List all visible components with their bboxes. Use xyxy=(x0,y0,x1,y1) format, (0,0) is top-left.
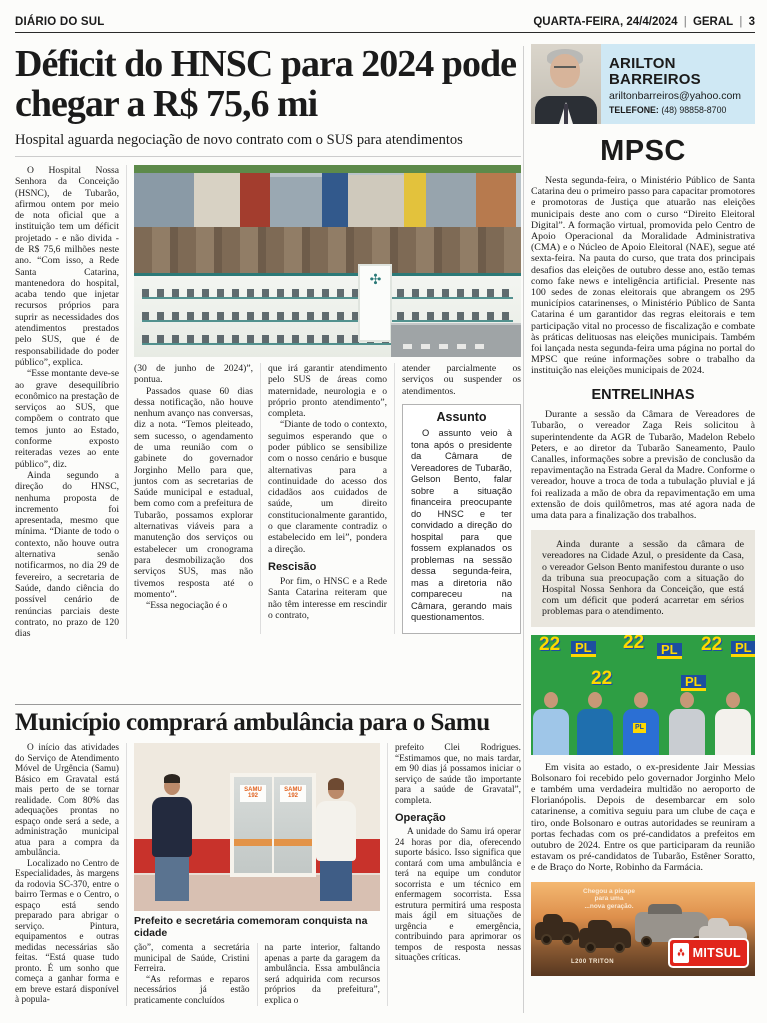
header-separator: | xyxy=(683,16,687,28)
pl-logo-badge: PL xyxy=(571,641,596,657)
phone-number: (48) 98858-8700 xyxy=(661,104,727,115)
orange-stripe xyxy=(234,839,272,846)
main-subhead: Hospital aguarda negociação de novo contrato com o SUS para atendimentos xyxy=(15,132,521,157)
person-head xyxy=(588,692,602,708)
pl-logo-badge: PL xyxy=(681,675,706,691)
page-header xyxy=(15,16,755,33)
samu-headline: Município comprará ambulância para o Samu xyxy=(15,709,490,736)
paragraph: A unidade do Samu irá operar 24 horas por dia, oferecendo suporte básico. Isso significa que contará com uma ambulância e terá na equipe um condutor socorrista e um técnico em enfermagem socorrista. Essa estrutura permitirá uma resposta mais ágil em situações de urgência e emergência, contribuindo para aprimorar os tempos de resposta nessas situações críticas. xyxy=(395,827,521,964)
paragraph: “As reformas e reparos necessários já estão praticamente concluídos xyxy=(134,974,250,1006)
pl-shirt-logo: PL xyxy=(635,723,644,731)
main-column-4 xyxy=(402,363,521,634)
white-blouse xyxy=(715,709,751,755)
ad-tagline xyxy=(583,888,635,911)
blue-polo xyxy=(577,709,613,755)
gray-shirt xyxy=(669,709,705,755)
truck-silhouette xyxy=(535,922,579,940)
face xyxy=(550,54,580,88)
operacao-subheading: Operação xyxy=(395,812,446,825)
samu-decal: SAMU 192 xyxy=(280,785,306,802)
entrelinhas-title: ENTRELINHAS xyxy=(591,386,695,403)
truck-cab xyxy=(588,920,611,930)
ad-model-name: L200 TRITON xyxy=(571,958,615,965)
paragraph: atender parcialmente os serviços ou suspender os atendimentos. xyxy=(402,362,521,397)
paragraph: Passados quase 60 dias dessa notificação, não houve nenhum avanço nas conversas, diz a nota. “Temos pleiteado, sem sucesso, o agendamento de uma reunião com o gabinete do governador Jorginho Mello para que, juntos com as secretarias de Saúde municipal e estadual, bem como com a prefeitura de Tubarão, possamos explorar alternativas viáveis para a manutenção dos serviços ou estabelecer um cronograma para desmobilização dos serviços SUS, mas não tivemos resposta até o momento”. xyxy=(134,385,253,600)
header-right xyxy=(533,16,755,28)
hair xyxy=(328,778,344,790)
navy-shirt xyxy=(152,797,192,857)
edition-date: QUARTA-FEIRA, 24/4/2024 xyxy=(533,16,678,28)
columnist-name: ARILTON BARREIROS xyxy=(609,55,701,88)
city-building-icon xyxy=(270,177,322,227)
truck-wheel xyxy=(562,934,573,945)
pl-logo-badge: PL xyxy=(731,641,755,657)
highlight-box xyxy=(531,530,755,626)
window-row xyxy=(142,312,513,322)
sidebar-divider xyxy=(523,46,524,1013)
ad-tagline-line: ...nova geração. xyxy=(584,902,634,910)
truck-cab xyxy=(648,904,681,914)
cross-emblem-icon: ✣ xyxy=(369,272,382,288)
person-head xyxy=(328,781,344,799)
main-headline: Déficit do HNSC para 2024 pode chegar a R$ 75,6 mi xyxy=(15,44,516,126)
paragraph: ção”, comenta a secretária municipal de Saúde, Cristini Ferreira. xyxy=(134,943,250,975)
paragraph: na parte interior, faltando apenas a parte da garagem da ambulância. Essa ambulância será adquirida com recursos próprios da prefeitura”, explica o xyxy=(264,943,380,1006)
white-blouse xyxy=(316,801,356,861)
paragraph: “Esse montante deve-se ao grave desequilíbrio econômico na prestação de serviços ao SUS, que compõem o contrato que temos junto ao Estado, conforme exposto reiteradas vezes ao ente público”, diz. xyxy=(15,368,119,470)
glasses-icon xyxy=(554,66,576,70)
entrelinhas-body: Durante a sessão da Câmara de Vereadores de Tubarão, o vereador Zaga Reis solicitou à superintendente da AGR de Tubarão, Madelon Rebelo Peters, e ao diretor da Tubarão Saneamento, Paulo Canalles, informações sobre a previsão de conclusão da repavimentação na Estrada Geral da Madre. Conforme o vereador, houve a troca de toda a tubulação pluvial e já foi realizada a mão de obra da repavimentação em uma extensão de dois quilômetros, mas até agora nada de uma data para a finalização dos trabalhos. xyxy=(531,409,755,521)
paragraph: Localizado no Centro de Especialidades, às margens da rodovia SC-370, entre o bairro Termas e o Centro, o espaço está sendo preparado para abrigar o serviço. Pintura, equipamentos e outras medidas necessárias são feitas. “Está quase tudo pronto. É um sonho que começa a ganhar forma e em breve estará disponível à popula- xyxy=(15,858,119,1006)
columnist-phone xyxy=(609,105,751,116)
highlight-text: Ainda durante a sessão da câmara de vereadores na Cidade Azul, o presidente da Casa, o vereador Gelson Bento manifestou durante o uso da tribuna sua preocupação com a situação do Hospital Nossa Senhora da Conceição, que está com um déficit que poderá acarretar em sérios problemas para o atendimento. xyxy=(542,539,744,618)
mitsul-ad xyxy=(531,882,755,976)
columnist-email: ariltonbarreiros@yahoo.com xyxy=(609,89,742,102)
hospital-building xyxy=(134,273,521,357)
main-column-3 xyxy=(268,363,395,634)
mitsul-logo xyxy=(668,938,749,968)
samu-column-1 xyxy=(15,743,127,1006)
pl-shirt-figure xyxy=(623,692,659,755)
mpsc-title: MPSC xyxy=(600,135,686,167)
ad-tagline-line: para uma xyxy=(594,895,624,903)
window-row xyxy=(142,289,513,299)
city-building-icon xyxy=(240,165,270,227)
pl-tshirt xyxy=(623,709,659,755)
samu-building-photo xyxy=(134,743,380,911)
page-number: 3 xyxy=(748,16,755,28)
mitsul-brand-text: MITSUL xyxy=(692,945,741,960)
truck-silhouette xyxy=(579,928,631,948)
truck-wheel xyxy=(541,934,552,945)
samu-photo-caption: Prefeito e secretária comemoram conquista na cidade xyxy=(134,915,368,940)
crosswalk-icon xyxy=(403,344,493,349)
bolsonaro-pl-photo xyxy=(531,635,755,755)
paragraph: Por fim, o HNSC e a Rede Santa Catarina reiteram que não têm interesse em rescindir o contrato, xyxy=(268,575,387,621)
orange-stripe xyxy=(274,839,312,846)
columnist-sidebar xyxy=(531,44,755,1023)
mitsubishi-diamonds-icon xyxy=(673,943,689,963)
columnist-header xyxy=(531,44,755,124)
person-head xyxy=(680,692,694,708)
main-column-2 xyxy=(134,363,261,634)
columnist-portrait xyxy=(531,44,601,124)
woman-figure xyxy=(715,692,751,755)
header-separator2: | xyxy=(739,16,743,28)
hospital-aerial-photo xyxy=(134,165,521,357)
phone-label: TELEFONE: xyxy=(609,104,659,115)
assunto-heading: Assunto xyxy=(436,409,487,424)
trees-icon xyxy=(134,165,521,173)
assunto-box xyxy=(402,404,521,634)
truck-wheel xyxy=(585,942,596,953)
bolsonaro-figure xyxy=(577,692,613,755)
truck-wheel xyxy=(614,942,625,953)
city-building-icon xyxy=(134,165,194,227)
bolsonaro-visit-body: Em visita ao estado, o ex-presidente Jair Messias Bolsonaro foi recebido pelo governador Jorginho Melo e também uma verdadeira multidão no aeroporto de Florianópolis. Depois de desembarcar em solo catarinense, a comitiva seguiu para um clube de caça e tiro, onde Bolsonaro e outras autoridades se reuniram a portas fechadas com os pré-candidatos a prefeitos em outubro de 2024. Entre os que participaram da reunião estavam os pré-candidatos de Tubarão, Estêner Soratto, e de Braço do Norte, Robinho da Farmácia. xyxy=(531,761,755,874)
door-pane xyxy=(234,777,274,873)
samu-column-4 xyxy=(387,743,521,1006)
light-blue-shirt xyxy=(533,709,569,755)
ad-tagline-line: Chegou a picape xyxy=(583,887,636,895)
city-building-icon xyxy=(476,167,516,227)
paragraph: Ainda segundo a direção do HNSC, nenhuma proposta de incremento foi apresentada, mesmo que mínima. “Diante de todo o contexto, não houve outra alternativa senão notificarmos, no dia 29 de fevereiro, a secretaria de Saúde, dando ciência do possível cenário de renúncias parciais deste contrato, no prazo de 120 dias xyxy=(15,469,119,640)
rooftops xyxy=(134,227,521,279)
person-head xyxy=(544,692,558,708)
main-column-1 xyxy=(15,165,127,639)
truck-cab xyxy=(543,914,563,924)
paragraph: “Diante de todo o contexto, seguimos esperando que o poder público se sensibilize com o nosso cenário e busque alternativas para a continuidade do acesso dos cidadãos aos cuidados de saúde, um direito constitucionalmente garantido, o que claramente contradiz o estabelecido em lei”, pondera a direção. xyxy=(268,419,387,555)
publication-name: DIÁRIO DO SUL xyxy=(15,16,105,28)
supporter-figure xyxy=(533,692,569,755)
paragraph: que irá garantir atendimento pelo SUS de áreas como maternidade, neurologia e o próprio pronto atendimento”, completa. xyxy=(268,362,387,420)
rescisao-subheading: Rescisão xyxy=(268,560,317,573)
jorginho-figure xyxy=(669,692,705,755)
pl-22-badge: 22 xyxy=(539,634,561,655)
pl-22-badge: 22 xyxy=(623,634,645,653)
truck-wheel xyxy=(641,936,652,947)
city-building-icon xyxy=(426,173,476,227)
mpsc-body: Nesta segunda-feira, o Ministério Público de Santa Catarina deu o primeiro passo para capacitar promotores e promotoras de Justiça que atuarão nas eleições municipais deste ano com o curso “Direito Eleitoral Digital”. A formação virtual, promovida pelo Centro de Apoio Operacional da Moralidade Administrativa (CMA) e o Núcleo de Apoio Eleitoral (NAE), segue até sexta-feira. Na pauta do curso, que trata dos principais desafios das eleições de outubro desse ano, estão temas como fake news e inteligência artificial. Presente nas 100 sedes de zonas eleitorais que abrangem os 295 municípios catarinenses, o Ministério Público de Santa Catarina é um garantidor das regras eleitorais e tem participação vital no processo de fiscalização e combate às práticas delituosas nas eleições municipais. Também foi lançada nesta segunda-feira uma página no portal do MPSC que reúne informações sobre o trabalho da instituição nas eleições municipais de 2024. xyxy=(531,175,755,377)
paragraph: O início das atividades do Serviço de Atendimento Móvel de Urgência (Samu) Básico em Gravatal está mais perto de se tornar realidade. Com 80% das adequações prontas no espaço onde será a sede, a administração municipal atua para a compra da ambulância. xyxy=(15,743,119,859)
paragraph: “Essa negociação é o xyxy=(146,600,228,612)
person-head xyxy=(634,692,648,708)
samu-article xyxy=(15,704,521,1023)
main-article xyxy=(15,44,521,706)
mayor-figure xyxy=(152,777,192,901)
paragraph: prefeito Clei Rodrigues. “Estimamos que, no mais tardar, em 90 dias já possamos iniciar o serviço de saúde tão importante para a saúde de Gravatal”, completa. xyxy=(395,743,521,806)
pl-22-badge: 22 xyxy=(591,667,613,689)
city-building-icon xyxy=(404,165,426,227)
jeans xyxy=(155,857,189,901)
section-name: GERAL xyxy=(692,16,734,28)
secretary-figure xyxy=(316,781,356,901)
hair xyxy=(164,774,180,783)
tie xyxy=(564,104,568,124)
hospital-tower xyxy=(358,264,392,342)
jeans xyxy=(320,861,352,901)
samu-column-2 xyxy=(134,943,258,1006)
door-pane xyxy=(274,777,312,873)
pl-logo-badge: PL xyxy=(657,643,682,659)
city-building-icon xyxy=(322,169,348,227)
samu-column-3 xyxy=(265,943,381,1006)
city-building-icon xyxy=(348,175,404,227)
person-head xyxy=(164,777,180,795)
paragraph: (30 de junho de 2024)”, pontua. xyxy=(134,362,253,386)
glass-door xyxy=(230,773,316,877)
person-head xyxy=(726,692,740,708)
pl-22-badge: 22 xyxy=(701,634,723,655)
samu-decal: SAMU 192 xyxy=(240,785,266,802)
truck-cab xyxy=(708,918,730,928)
paragraph: O Hospital Nossa Senhora da Conceição (HSNC), de Tubarão, afirmou ontem por meio de nota oficial que a instituição tem um déficit projetado - e não divida - de R$ 75,6 milhões neste ano. “Com isso, a Rede Santa Catarina, mantenedora do hospital, acaba tendo que injetar recursos próprios para suprir as necessidades dos atendimentos prestados pelo SUS, que é de responsabilidade do poder público”, explica. xyxy=(15,164,119,368)
assunto-body: O assunto veio à tona após o presidente da Câmara de Vereadores de Tubarão, Gelson Bento, falar sobre a situação financeira preocupante do HNSC e ter convidado a direção do hospital para que fossem explanados os problemas na sessão dessa segunda-feira, mas a diretoria não compareceu na Câmara, gerando mais questionamentos. xyxy=(411,428,512,623)
street xyxy=(391,323,521,357)
city-building-icon xyxy=(194,173,240,227)
